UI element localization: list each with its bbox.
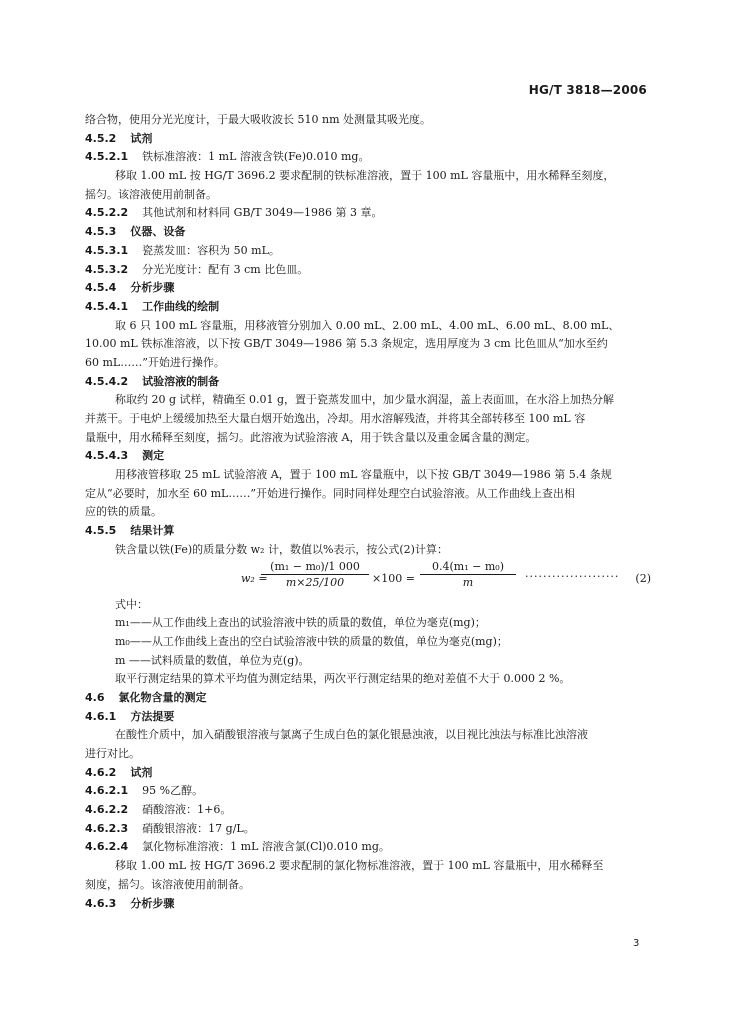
section-number: 4.5.4.3 — [85, 449, 129, 463]
clause-number: 4.5.2.1 — [85, 150, 129, 164]
section-number: 4.5.4.1 — [85, 299, 129, 313]
section-title: 工作曲线的绘制 — [142, 299, 220, 313]
paragraph-line: 用移液管移取 25 mL 试验溶液 A，置于 100 mL 容量瓶中，以下按 GB/T 3049—1986 第 5.4 条规 — [115, 468, 612, 482]
clause-text: 分光光度计：配有 3 cm 比色皿。 — [142, 262, 309, 276]
document-body — [85, 111, 651, 913]
paragraph-line: 10.00 mL 铁标准溶液，以下按 GB/T 3049—1986 第 5.3 条规定，选用厚度为 3 cm 比色皿从“加水至约 — [85, 337, 608, 351]
clause-number: 4.6.2.4 — [85, 840, 129, 854]
clause-number: 4.5.3.1 — [85, 243, 129, 257]
clause-text: 其他试剂和材料同 GB/T 3049—1986 第 3 章。 — [142, 206, 383, 220]
section-number: 4.6.3 — [85, 896, 117, 910]
numbered-clause — [85, 820, 651, 839]
formula-fraction-2 — [420, 560, 516, 589]
paragraph-line: 摇匀。该溶液使用前制备。 — [85, 187, 217, 201]
section-title: 分析步骤 — [130, 281, 175, 295]
paragraph-line: 移取 1.00 mL 按 HG/T 3696.2 要求配制的铁标准溶液，置于 100 mL 容量瓶中，用水稀释至刻度， — [115, 169, 615, 183]
paragraph-line: 刻度，摇匀。该溶液使用前制备。 — [85, 877, 250, 891]
section-heading — [85, 764, 651, 783]
paragraph-line: 进行对比。 — [85, 747, 140, 760]
section-heading — [85, 522, 651, 541]
formula-fraction-1-denominator: m×25/100 — [285, 575, 345, 589]
numbered-clause — [85, 242, 651, 261]
clause-number: 4.6.2.3 — [85, 821, 129, 835]
numbered-clause — [85, 801, 651, 820]
clause-text: 95 %乙醇。 — [142, 784, 204, 798]
clause-number: 4.5.3.2 — [85, 262, 129, 276]
paragraph-line: 取平行测定结果的算术平均值为测定结果，两次平行测定结果的绝对差值不大于 0.000 2 %。 — [115, 672, 571, 686]
section-heading — [85, 279, 651, 298]
section-number: 4.6.1 — [85, 709, 117, 723]
standard-code-header: HG/T 3818—2006 — [528, 83, 647, 97]
clause-text: 硝酸银溶液：17 g/L。 — [142, 821, 255, 835]
page-number: 3 — [633, 938, 640, 949]
formula-multiplier: ×100 = — [372, 571, 415, 585]
section-heading — [85, 373, 651, 392]
numbered-clause — [85, 148, 651, 167]
clause-text: 硝酸溶液：1+6。 — [142, 803, 232, 817]
paragraph-line: m₀——从工作曲线上查出的空白试验溶液中铁的质量的数值，单位为毫克(mg)； — [115, 634, 508, 648]
section-heading — [85, 895, 651, 914]
section-heading — [85, 130, 651, 149]
section-title: 试验溶液的制备 — [142, 374, 220, 388]
paragraph-line: m ——试料质量的数值，单位为克(g)。 — [115, 653, 310, 667]
section-heading — [85, 447, 651, 466]
formula-2 — [85, 560, 651, 596]
section-number: 4.5.2 — [85, 131, 117, 145]
section-number: 4.5.5 — [85, 524, 117, 538]
clause-number: 4.6.2.1 — [85, 784, 129, 798]
section-heading — [85, 223, 651, 242]
section-title: 结果计算 — [130, 524, 175, 538]
numbered-clause — [85, 782, 651, 801]
clause-text: 瓷蒸发皿：容积为 50 mL。 — [142, 243, 280, 257]
clause-text: 氯化物标准溶液：1 mL 溶液含氯(Cl)0.010 mg。 — [142, 840, 390, 854]
paragraph-line: 取 6 只 100 mL 容量瓶，用移液管分别加入 0.00 mL、2.00 mL、4.00 mL、6.00 mL、8.00 mL、 — [115, 318, 620, 332]
paragraph-line: 移取 1.00 mL 按 HG/T 3696.2 要求配制的氯化物标准溶液，置于 100 mL 容量瓶中，用水稀释至 — [115, 859, 604, 873]
formula-lhs: w₂ = — [241, 571, 268, 585]
section-title: 分析步骤 — [130, 896, 175, 910]
formula-fraction-1-numerator: (m₁ − m₀)/1 000 — [261, 560, 369, 575]
section-title: 试剂 — [130, 765, 153, 779]
section-title: 方法提要 — [130, 709, 175, 723]
paragraph-line: 在酸性介质中，加入硝酸银溶液与氯离子生成白色的氯化银悬浊液，以目视比浊法与标准比浊溶液 — [115, 728, 588, 742]
section-number: 4.5.4 — [85, 281, 117, 295]
paragraph-line: 式中： — [115, 597, 148, 611]
formula-fraction-2-numerator: 0.4(m₁ − m₀) — [420, 560, 516, 575]
paragraph-line: 应的铁的质量。 — [85, 505, 162, 519]
paragraph-line: 络合物，使用分光光度计，于最大吸收波长 510 nm 处测量其吸光度。 — [85, 113, 431, 126]
numbered-clause — [85, 261, 651, 280]
paragraph-line: 铁含量以铁(Fe)的质量分数 w₂ 计，数值以%表示，按公式(2)计算： — [115, 542, 448, 556]
clause-number: 4.6.2.2 — [85, 803, 129, 817]
formula-fraction-1 — [261, 560, 369, 589]
section-number: 4.6.2 — [85, 765, 117, 779]
section-title: 氯化物含量的测定 — [118, 690, 207, 704]
section-title: 仪器、设备 — [130, 225, 186, 239]
numbered-clause — [85, 838, 651, 857]
formula-leader-dots: ····················· — [525, 569, 620, 583]
section-title: 试剂 — [130, 131, 153, 145]
clause-number: 4.5.2.2 — [85, 206, 129, 220]
section-heading — [85, 708, 651, 727]
paragraph-line: m₁——从工作曲线上查出的试验溶液中铁的质量的数值，单位为毫克(mg)； — [115, 616, 486, 630]
section-heading — [85, 689, 651, 708]
paragraph-line: 量瓶中，用水稀释至刻度，摇匀。此溶液为试验溶液 A，用于铁含量以及重金属含量的测定。 — [85, 430, 537, 444]
paragraph-line: 60 mL……”开始进行操作。 — [85, 355, 225, 369]
paragraph-line: 并蒸干。于电炉上缓缓加热至大量白烟开始逸出，冷却。用水溶解残渣，并将其全部转移至 100 mL 容 — [85, 412, 586, 425]
section-number: 4.6 — [85, 690, 105, 704]
section-number: 4.5.3 — [85, 225, 117, 239]
paragraph-line: 称取约 20 g 试样，精确至 0.01 g，置于瓷蒸发皿中，加少量水润湿，盖上表面皿，在水浴上加热分解 — [115, 393, 615, 407]
paragraph-line: 定从“必要时，加水至 60 mL……”开始进行操作。同时同样处理空白试验溶液。从工作曲线上查出相 — [85, 486, 575, 500]
formula-equation-number: (2) — [635, 571, 651, 585]
section-heading — [85, 298, 651, 317]
section-number: 4.5.4.2 — [85, 374, 129, 388]
section-title: 测定 — [142, 449, 165, 463]
numbered-clause — [85, 204, 651, 223]
clause-text: 铁标准溶液：1 mL 溶液含铁(Fe)0.010 mg。 — [142, 150, 370, 164]
formula-fraction-2-denominator: m — [462, 575, 474, 589]
